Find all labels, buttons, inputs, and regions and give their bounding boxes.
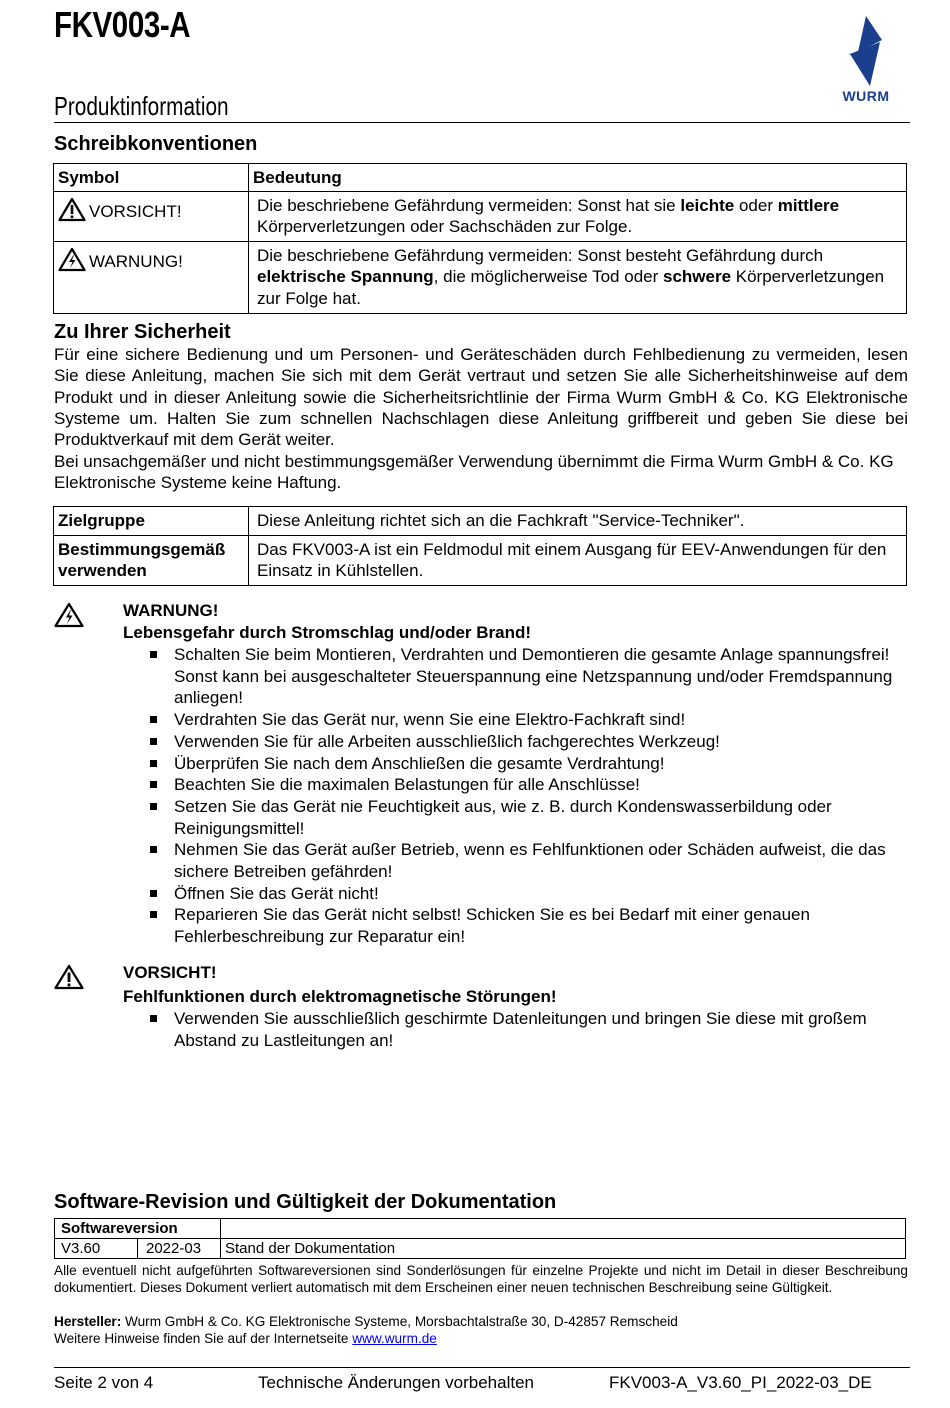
- list-item: Überprüfen Sie nach dem Anschließen die gesamte Verdrahtung!: [146, 753, 906, 775]
- warning-triangle-icon: [58, 197, 86, 222]
- list-item: Schalten Sie beim Montieren, Verdrahten und Demontieren die gesamte Anlage spannungsfrei! Sonst kann bei ausgeschalteter Steuerspannung eine Netzspannung und/oder Fremdspannung anliegen!: [146, 644, 906, 709]
- caution-title: VORSICHT!: [123, 963, 217, 982]
- col-header-meaning: Bedeutung: [253, 168, 342, 187]
- footer-divider: [54, 1367, 910, 1368]
- software-version-value: V3.60: [55, 1239, 138, 1259]
- table-row: [55, 1219, 906, 1239]
- target-group-value: Diese Anleitung richtet sich an die Fachkraft "Service-Techniker".: [257, 511, 745, 530]
- target-group-label: Zielgruppe: [58, 511, 145, 530]
- footer-notice: Technische Änderungen vorbehalten: [258, 1373, 534, 1392]
- wurm-logo: [836, 14, 896, 106]
- safety-heading: Zu Ihrer Sicherheit: [54, 321, 231, 343]
- table-row: [54, 192, 907, 242]
- wurm-logo-icon: [836, 14, 896, 88]
- document-title: FKV003-A: [54, 4, 191, 45]
- conventions-heading: Schreibkonventionen: [54, 133, 258, 155]
- warning-list: [146, 644, 906, 948]
- list-item: Verwenden Sie für alle Arbeiten ausschließlich fachgerechtes Werkzeug!: [146, 731, 906, 753]
- revision-table: [54, 1218, 906, 1259]
- table-row: [55, 1239, 906, 1259]
- caution-subtitle: Fehlfunktionen durch elektromagnetische Störungen!: [123, 987, 557, 1006]
- target-table: [53, 506, 907, 586]
- revision-date: 2022-03: [138, 1239, 221, 1259]
- table-row: [54, 242, 907, 314]
- list-item: Beachten Sie die maximalen Belastungen für alle Anschlüsse!: [146, 774, 906, 796]
- website-line: Weitere Hinweise finden Sie auf der Internetseite www.wurm.de: [54, 1331, 437, 1346]
- list-item: Reparieren Sie das Gerät nicht selbst! Schicken Sie es bei Bedarf mit einer genauen Fehlerbeschreibung zur Reparatur ein!: [146, 904, 906, 947]
- symbol-warning-label: WARNUNG!: [89, 252, 183, 271]
- software-version-header: Softwareversion: [55, 1219, 221, 1239]
- safety-paragraph-2: Bei unsachgemäßer und nicht bestimmungsgemäßer Verwendung übernimmt die Firma Wurm GmbH & Co. KG Elektronische Systeme keine Haftung.: [54, 452, 894, 493]
- safety-paragraph-1: Für eine sichere Bedienung und um Personen- und Geräteschäden durch Fehlbedienung zu vermeiden, lesen Sie diese Anleitung, machen Sie sich mit dem Gerät vertraut und setzen Sie alle Sicherheitshinweise auf dem Produkt und in dieser Anleitung sowie die Sicherheitsrichtlinie der Firma Wurm GmbH & Co. KG Elektronische Systeme um. Halten Sie zum schnellen Nachschlagen diese Anleitung griffbereit und geben Sie diese bei Produktverkauf mit dem Gerät weiter.: [54, 345, 908, 450]
- meaning-caution: Die beschriebene Gefährdung vermeiden: Sonst hat sie leichte oder mittlere Körperverletzungen oder Sachschäden zur Folge.: [257, 196, 840, 237]
- document-id: FKV003-A_V3.60_PI_2022-03_DE: [609, 1373, 872, 1392]
- warning-subtitle: Lebensgefahr durch Stromschlag und/oder Brand!: [123, 623, 532, 642]
- list-item: Setzen Sie das Gerät nie Feuchtigkeit aus, wie z. B. durch Kondenswasserbildung oder Reinigungsmittel!: [146, 796, 906, 839]
- intended-use-label: Bestimmungsgemäß verwenden: [58, 540, 226, 581]
- warning-title: WARNUNG!: [123, 601, 219, 620]
- logo-text: WURM: [842, 88, 890, 104]
- revision-heading: Software-Revision und Gültigkeit der Dokumentation: [54, 1191, 557, 1213]
- list-item: Nehmen Sie das Gerät außer Betrieb, wenn es Fehlfunktionen oder Schäden aufweist, die das sichere Betreiben gefährden!: [146, 839, 906, 882]
- col-header-symbol: Symbol: [58, 168, 120, 187]
- intended-use-value: Das FKV003-A ist ein Feldmodul mit einem Ausgang für EEV-Anwendungen für den Einsatz in Kühlstellen.: [257, 540, 887, 581]
- list-item: Verdrahten Sie das Gerät nur, wenn Sie eine Elektro-Fachkraft sind!: [146, 709, 906, 731]
- caution-list: [146, 1008, 906, 1051]
- symbol-caution-label: VORSICHT!: [89, 202, 182, 221]
- page-number: Seite 2 von 4: [54, 1373, 154, 1392]
- website-link[interactable]: www.wurm.de: [352, 1331, 437, 1346]
- electric-hazard-icon: [58, 247, 86, 272]
- meaning-warning: Die beschriebene Gefährdung vermeiden: Sonst besteht Gefährdung durch elektrische Spannung, die möglicherweise Tod oder schwere Körperverletzungen zur Folge hat.: [257, 246, 885, 308]
- table-row: [54, 507, 907, 536]
- revision-header-empty: [221, 1219, 906, 1239]
- warning-triangle-icon: [54, 964, 84, 990]
- revision-disclaimer: Alle eventuell nicht aufgeführten Softwareversionen sind Sonderlösungen für einzelne Projekte und nicht im Detail in dieser Beschreibung dokumentiert. Dieses Dokument verliert automatisch mit dem Erscheinen einer neuen technischen Beschreibung seine Gültigkeit.: [54, 1263, 908, 1295]
- header-divider: [54, 122, 910, 123]
- list-item: Verwenden Sie ausschließlich geschirmte Datenleitungen und bringen Sie diese mit großem Abstand zu Lastleitungen an!: [146, 1008, 906, 1051]
- manufacturer-line: Hersteller: Wurm GmbH & Co. KG Elektronische Systeme, Morsbachtalstraße 30, D-42857 Remscheid: [54, 1314, 678, 1329]
- revision-note: Stand der Dokumentation: [221, 1239, 906, 1259]
- conventions-table: [53, 163, 907, 314]
- electric-hazard-icon: [54, 602, 84, 628]
- document-subtitle: Produktinformation: [54, 91, 229, 121]
- table-row: [54, 536, 907, 586]
- list-item: Öffnen Sie das Gerät nicht!: [146, 883, 906, 905]
